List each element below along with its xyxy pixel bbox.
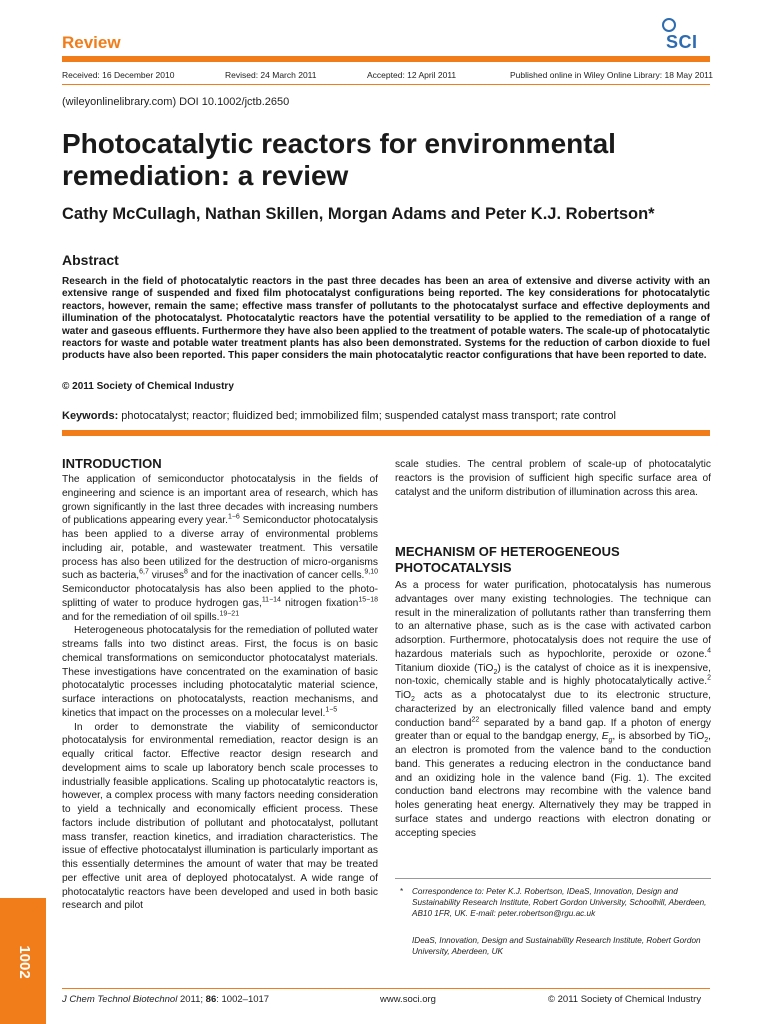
title-line-2: remediation: a review (62, 160, 349, 191)
abstract-rule (62, 430, 710, 436)
published-date: Published online in Wiley Online Library: 18 May 2011 (510, 70, 714, 80)
sci-logo (660, 18, 720, 54)
intro-paragraph-1: The application of semiconductor photocatalysis in the fields of engineering and science is an important area of research, which has grown significantly in the last three decades with increasing numbers of publications appearing every year.$^{1-6}$ Semiconductor photocatalysis has been applied to a diverse array of environmental problems including air, potable, and wastewater treatment. This versatile process has also been utilized for the destruction of micro-organisms such as bacteria,$^{6,7}$ viruses$^8$ and for the inactivation of cancer cells.$^{9,10}$ Semiconductor photocatalysis has also been applied to the photo-splitting of water to produce hydrogen gas,$^{11-14}$ nitrogen fixation$^{15-18}$ and for the remediation of oil spills.$^{19-21}$ (62, 474, 379, 623)
correspondence-footnote: * Correspondence to: Peter K.J. Robertson, IDeaS, Innovation, Design and Sustainability Research Institute, Robert Gordon University, Schoolhill, Aberdeen, AB10 1FR, UK. E-mail: peter.robertson@rgu.ac.uk (400, 887, 707, 918)
keywords-text: photocatalyst; reactor; fluidized bed; immobilized film; suspended catalyst mass transport; rate control (118, 410, 616, 422)
doi[interactable]: (wileyonlinelibrary.com) DOI 10.1002/jctb.2650 (62, 96, 290, 108)
footnote-rule (395, 878, 711, 879)
keywords (62, 410, 616, 422)
mechanism-heading: MECHANISM OF HETEROGENEOUS PHOTOCATALYSIS (395, 544, 620, 575)
footer-rule (62, 988, 710, 989)
page-number: 1002 (16, 945, 33, 979)
dates-rule (62, 84, 710, 85)
logo-text: SCI (666, 32, 698, 52)
intro-paragraph-4: scale studies. The central problem of scale-up of photocatalytic reactors is the provision of sufficient high specific surface area of catalyst and the uniform distribution of illumination across this area. (395, 459, 711, 498)
right-column-top (395, 458, 711, 499)
intro-paragraph-2: Heterogeneous photocatalysis for the remediation of polluted water streams falls into two distinct areas. First, the focus is on basic chemical transformations on semiconductor photocatalyst materials. These investigations have concentrated on the examination of basic photocatalytic processes including photocatalytic material science, surface interactions on photocatalysts, reaction mechanisms, and kinetics that impact on the processes on a molecular level.$^{1-5}$ (62, 625, 378, 719)
abstract-copyright: © 2011 Society of Chemical Industry (62, 381, 234, 392)
abstract-heading: Abstract (62, 252, 119, 268)
introduction-heading: INTRODUCTION (62, 456, 162, 471)
keywords-label: Keywords: (62, 410, 119, 422)
authors: Cathy McCullagh, Nathan Skillen, Morgan Adams and Peter K.J. Robertson* (62, 205, 655, 223)
section-label: Review (62, 33, 121, 52)
logo-ring-icon (662, 18, 676, 32)
received-date: Received: 16 December 2010 (62, 70, 175, 80)
revised-date: Revised: 24 March 2011 (225, 70, 317, 80)
article-title (62, 128, 702, 192)
mechanism-paragraph: As a process for water purification, photocatalysis has numerous advantages over many existing technologies. The technique can result in the mineralization of pollutants rather than transferring them to an alternative phase, such as is the case with activated carbon adsorption. Furthermore, photocatalysis does not require the use of hazardous materials such as hypochlorite, peroxide or ozone.$^4$ Titanium dioxide (TiO$_2$) is the catalyst of choice as it is inexpensive, non-toxic, chemically stable and is highly photocatalytically active.$^2$ TiO$_2$ acts as a photocatalyst due to its electronic structure, characterized by an electronically filled valence band and empty conduction band$^{22}$ separated by a band gap. If a photon of energy greater than or equal to the bandgap energy, $E_g$, is absorbed by TiO$_2$, an electron is promoted from the valence band to the conduction band. This generates a reducing electron in the conductance band and an oxidizing hole in the valence band (Fig. 1). The excited conduction band electrons may recombine with the valence band holes generating heat energy. Alternatively they may be trapped in surface states and undergo reactions with electron donating or accepting species (395, 580, 711, 839)
journal-citation: J Chem Technol Biotechnol 2011; 86: 1002–1017 (62, 994, 270, 1005)
abstract-text: Research in the field of photocatalytic reactors in the past three decades has been an area of extensive and diverse activity with an extensive range of suspended and fixed film photocatalyst configurations being reported. The key considerations for photocatalytic reactors, however, remain the same; effective mass transfer of pollutants to the photocatalyst surface and effective deployments and illumination of the photocatalyst. Photocatalytic reactors have the potential versatility to be applied to the remediation of a range of water and gaseous effluents. Furthermore they have also been applied to the treatment of potable waters. The scale-up of photocatalytic reactors for waste and potable water treatment plants has also been demonstrated. Systems for the reduction of carbon dioxide to fuel products have also been reported. This paper considers the main photocatalytic reactor configurations that have been reported to date. (62, 276, 710, 362)
title-line-1: Photocatalytic reactors for environmental (62, 128, 616, 159)
intro-paragraph-3: In order to demonstrate the viability of semiconductor photocatalysis for environmental remediation, reactor design is an equally critical factor. Effective reactor design research and development aims to scale up laboratory bench scale processes to industrially feasible applications. Scaling up photocatalytic reactors is, however, a complex process with many factors needing consideration to yield a technically and economically efficient process. These factors include distribution of pollutant and photocatalyst, pollutant mass transfer, reaction kinetics, and irradiation characteristics. The issue of effective photocatalyst illumination is particularly important as this essentially determines the amount of water that may be treated per effective unit area of deployed photocatalyst. A wide range of photocatalytic reactors have been developed and used in both basic research and pilot (62, 721, 378, 912)
footer-copyright: © 2011 Society of Chemical Industry (548, 994, 702, 1005)
accepted-date: Accepted: 12 April 2011 (367, 70, 457, 80)
header-rule (62, 56, 710, 62)
left-column (62, 473, 378, 913)
affiliation-footnote: IDeaS, Innovation, Design and Sustainability Research Institute, Robert Gordon University, Aberdeen, UK (412, 936, 701, 956)
website-link[interactable]: www.soci.org (380, 994, 436, 1005)
